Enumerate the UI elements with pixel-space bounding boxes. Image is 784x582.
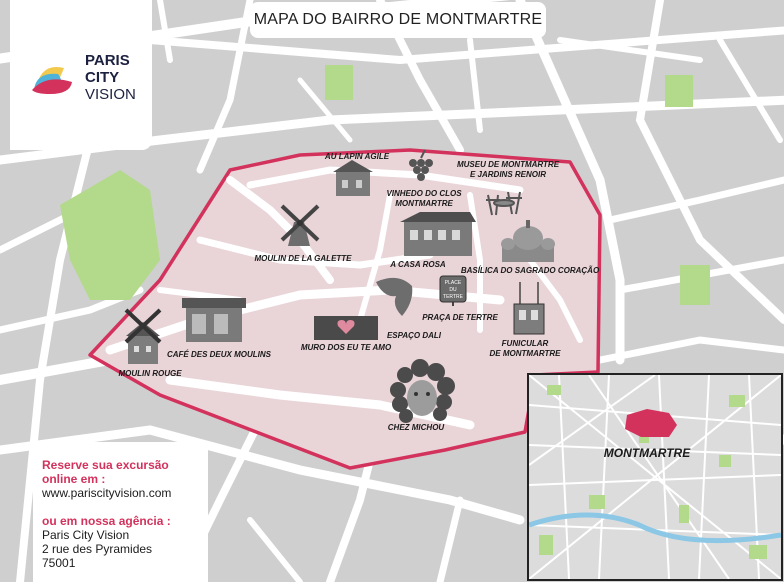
sign-line-2: DU (449, 287, 457, 293)
logo-panel (10, 0, 152, 150)
cafe-des-deux-moulins-icon (182, 298, 246, 342)
address-line-1: 2 rue des Pyramides (42, 542, 153, 556)
label-cafe-des-deux-moulins: CAFÉ DES DEUX MOULINS (166, 350, 272, 359)
logo-wordmark (85, 52, 136, 103)
label-museu-line1: MUSEU DE MONTMARTRE (456, 160, 560, 169)
label-moulin-de-la-galette: MOULIN DE LA GALETTE (254, 254, 352, 263)
a-casa-rosa-icon (400, 212, 476, 256)
logo-line-1: PARIS (85, 52, 130, 69)
inset-montmartre-label: MONTMARTRE (603, 446, 691, 460)
paris-inset-map[interactable] (527, 373, 783, 581)
logo-line-2: CITY (85, 69, 120, 86)
website-link[interactable]: www.pariscityvision.com (42, 486, 172, 500)
inset-map-graphic (529, 375, 781, 579)
label-moulin-rouge: MOULIN ROUGE (118, 369, 182, 378)
agency-name: Paris City Vision (42, 528, 130, 542)
sign-line-1: PLACE (444, 280, 462, 286)
paris-city-vision-logo-icon (30, 50, 80, 100)
agency-label: ou em nossa agência : (42, 514, 171, 528)
booking-info-panel (33, 442, 208, 582)
label-a-casa-rosa: A CASA ROSA (390, 260, 446, 269)
label-praca-de-tertre: PRAÇA DE TERTRE (422, 313, 498, 322)
wall-of-love-icon (314, 316, 378, 340)
logo-line-3: VISION (85, 86, 136, 103)
label-vinhedo-line1: VINHEDO DO CLOS (386, 189, 462, 198)
reserve-line-2: online em : (42, 472, 106, 486)
place-du-tertre-sign-icon (440, 276, 466, 306)
map-title-box (250, 2, 546, 38)
label-vinhedo-line2: MONTMARTRE (395, 199, 453, 208)
label-espaco-dali: ESPAÇO DALI (386, 331, 442, 340)
map-title: MAPA DO BAIRRO DE MONTMARTRE (253, 11, 543, 28)
address-line-2: 75001 (42, 556, 76, 570)
label-museu-line2: E JARDINS RENOIR (469, 170, 547, 179)
label-muro-dos-eu-te-amo: MURO DOS EU TE AMO (300, 343, 392, 352)
label-funicular-line1: FUNICULAR (501, 339, 549, 348)
label-basilica: BASÍLICA DO SAGRADO CORAÇÃO (460, 266, 600, 275)
reserve-line-1: Reserve sua excursão (42, 458, 169, 472)
label-au-lapin-agile: AU LAPIN AGILE (324, 152, 390, 161)
sign-line-3: TERTRE (443, 294, 463, 300)
label-chez-michou: CHEZ MICHOU (387, 423, 445, 432)
label-funicular-line2: DE MONTMARTRE (489, 349, 561, 358)
